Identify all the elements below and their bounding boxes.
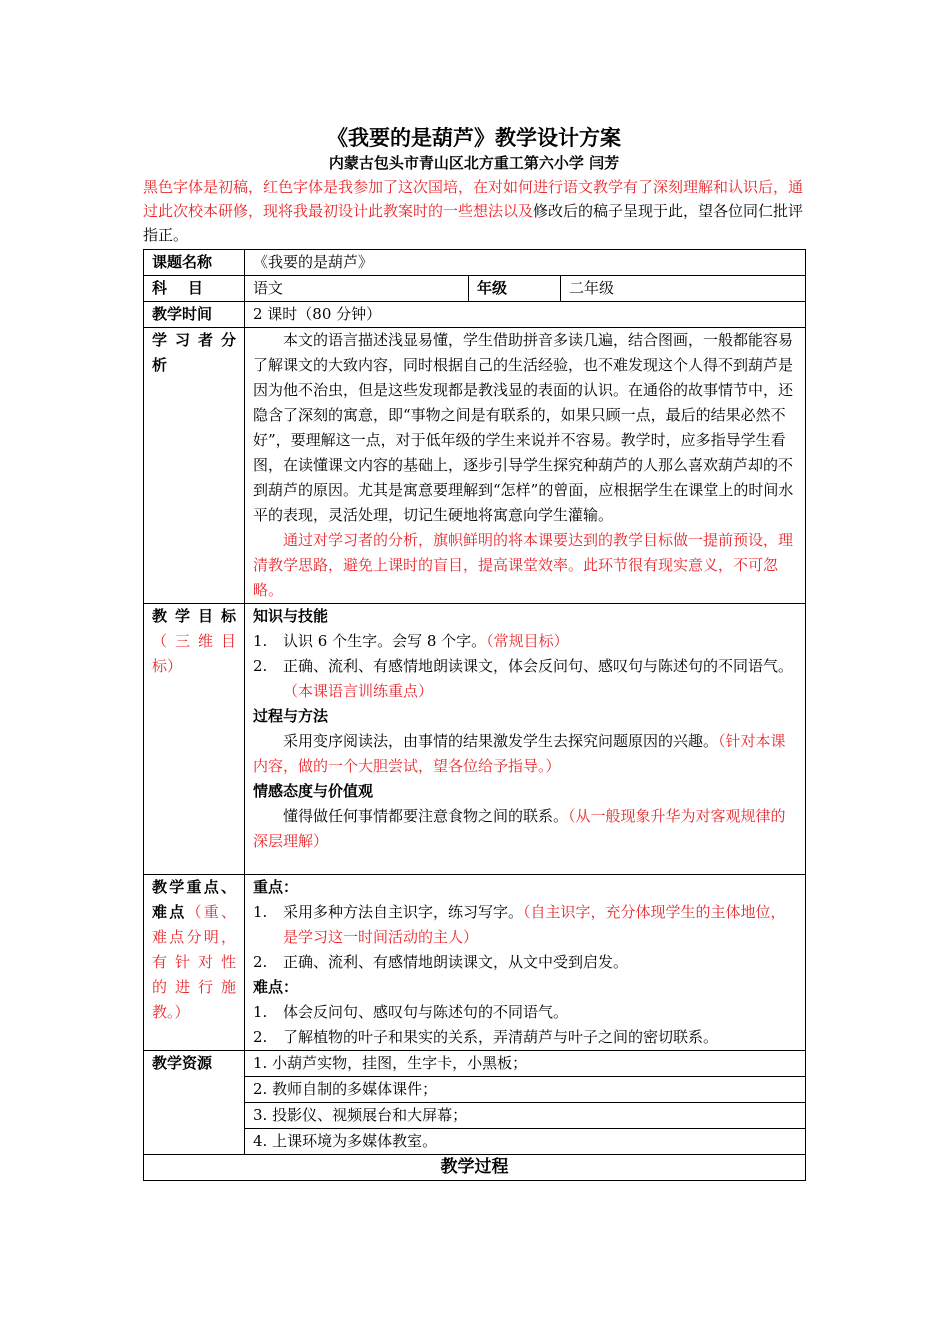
learner-analysis-red: 通过对学习者的分析，旗帜鲜明的将本课要达到的教学目标做一提前预设，理清教学思路，避免上课时的盲目，提高课堂效率。此环节很有现实意义，不可忽略。 (253, 531, 794, 599)
key-label-red: （重、难点分明，有 针 对 性的 进 行 施教。） (152, 903, 236, 1021)
item-number: 1. (253, 903, 268, 921)
goal-k2-red: （本课语言训练重点） (283, 682, 434, 700)
intro-red-text: 黑色字体是初稿，红色字体是我参加了这次国培，在对如何进行语文教学有了深刻理解和认识后，通过此次校本研修，现将我最初设计此教案时的一些想法以及 (143, 178, 804, 220)
intro-black-text: 修改后的稿子呈现于此，望各位同仁批评指正。 (143, 202, 804, 244)
goal-k2-text: 正确、流利、有感情地朗读课文，体会反问句、感叹句与陈述句的不同语气。 (283, 657, 794, 675)
goal-process-heading: 过程与方法 (253, 707, 329, 725)
row-resources (144, 1051, 806, 1155)
row-subject (144, 276, 806, 302)
row-key-points (144, 875, 806, 1051)
learner-cell (245, 328, 806, 604)
document-title: 《我要的是葫芦》教学设计方案 (327, 125, 621, 150)
item-number: 2. (253, 657, 268, 675)
process-heading: 教学过程 (144, 1155, 806, 1181)
resource-item-4: 4. 上课环境为多媒体教室。 (253, 1132, 438, 1150)
row-goals (144, 604, 806, 875)
time-label: 教学时间 (144, 302, 245, 328)
diff1-text: 体会反问句、感叹句与陈述句的不同语气。 (283, 1003, 569, 1021)
document-page (143, 124, 805, 1181)
key-item-1 (253, 900, 797, 950)
goal-k1-text: 认识 6 个生字。会写 8 个字。 (283, 632, 487, 650)
key1-text: 采用多种方法自主识字，练习写字。 (283, 903, 524, 921)
goal-knowledge-item-2 (253, 654, 797, 704)
goal-knowledge-heading: 知识与技能 (253, 607, 329, 625)
goal-emotion-text: 懂得做任何事情都要注意食物之间的联系。（从一般现象升华为对客观规律的深层理解） (253, 807, 786, 850)
goal-emotion-red: （从一般现象升华为对客观规律的深层理解） (253, 807, 786, 850)
goal-label-cell (144, 604, 245, 875)
subject-value: 语文 (245, 276, 469, 302)
grade-value: 二年级 (561, 276, 806, 302)
resource-item-3: 3. 投影仪、视频展台和大屏幕； (245, 1103, 805, 1129)
diff2-text: 了解植物的叶子和果实的关系，弄清葫芦与叶子之间的密切联系。 (283, 1028, 719, 1046)
goal-label: 教 学 目 标 (152, 607, 236, 625)
resources-label: 教学资源 (144, 1051, 245, 1155)
goal-cell (245, 604, 806, 875)
item-number: 1. (253, 1003, 268, 1021)
row-process (144, 1155, 806, 1181)
grade-label: 年级 (469, 276, 561, 302)
time-value: 2 课时（80 分钟） (245, 302, 806, 328)
learner-analysis-text: 本文的语言描述浅显易懂，学生借助拼音多读几遍，结合图画，一般都能容易了解课文的大致内容，同时根据自己的生活经验，也不难发现这个人得不到葫芦是因为他不治虫，但是这些发现都是教浅显的表面的认识。在通俗的故事情节中，还隐含了深刻的寓意，即“事物之间是有联系的，如果只顾一点，最后的结果必然不好”，要理解这一点，对于低年级的学生来说并不容易。教学时，应多指导学生看图，在读懂课文内容的基础上，逐步引导学生探究种葫芦的人那么喜欢葫芦却的不到葫芦的原因。尤其是寓意要理解到“怎样”的曾面，应根据学生在课堂上的时间水平的表现，灵活处理，切记生硬地将寓意向学生灌输。 (253, 331, 794, 524)
row-learner (144, 328, 806, 604)
goal-k1-red: （常规目标） (486, 632, 569, 650)
difficulty-item-1 (253, 1000, 797, 1025)
row-time (144, 302, 806, 328)
topic-label: 课题名称 (144, 250, 245, 276)
key-item-2 (253, 950, 797, 975)
key-label-cell (144, 875, 245, 1051)
intro-paragraph (143, 175, 805, 247)
resources-cell (245, 1051, 806, 1155)
goal-emotion-heading: 情感态度与价值观 (253, 782, 374, 800)
item-number: 1. (253, 632, 268, 650)
goal-process-text: 采用变序阅读法，由事情的结果激发学生去探究问题原因的兴趣。（针对本课内容，做的一个大胆尝试，望各位给予指导。） (253, 732, 786, 775)
row-topic (144, 250, 806, 276)
key1-red: （自主识字，充分体现学生的主体地位，是学习这一时间活动的主人） (283, 903, 786, 946)
difficulty-item-2 (253, 1025, 797, 1050)
learner-label: 学 习 者 分析 (144, 328, 245, 604)
key2-text: 正确、流利、有感情地朗读课文，从文中受到启发。 (283, 953, 629, 971)
subject-label: 科 目 (144, 276, 245, 302)
goal-process-red: （针对本课内容，做的一个大胆尝试，望各位给予指导。） (253, 732, 786, 775)
key-cell (245, 875, 806, 1051)
difficulty-heading: 难点： (253, 978, 299, 996)
key-heading: 重点： (253, 878, 299, 896)
document-author: 内蒙古包头市青山区北方重工第六小学 闫芳 (328, 154, 620, 172)
topic-value: 《我要的是葫芦》 (245, 250, 806, 276)
key-label: 教学重点、难点 (152, 878, 236, 921)
resource-item-1: 1. 小葫芦实物，挂图，生字卡，小黑板； (245, 1051, 805, 1077)
goal-knowledge-item-1 (253, 629, 797, 654)
goal-label-red: （ 三 维 目标） (152, 632, 236, 675)
item-number: 2. (253, 953, 268, 971)
item-number: 2. (253, 1028, 268, 1046)
lesson-plan-table (143, 249, 806, 1181)
resource-item-2: 2. 教师自制的多媒体课件； (245, 1077, 805, 1103)
